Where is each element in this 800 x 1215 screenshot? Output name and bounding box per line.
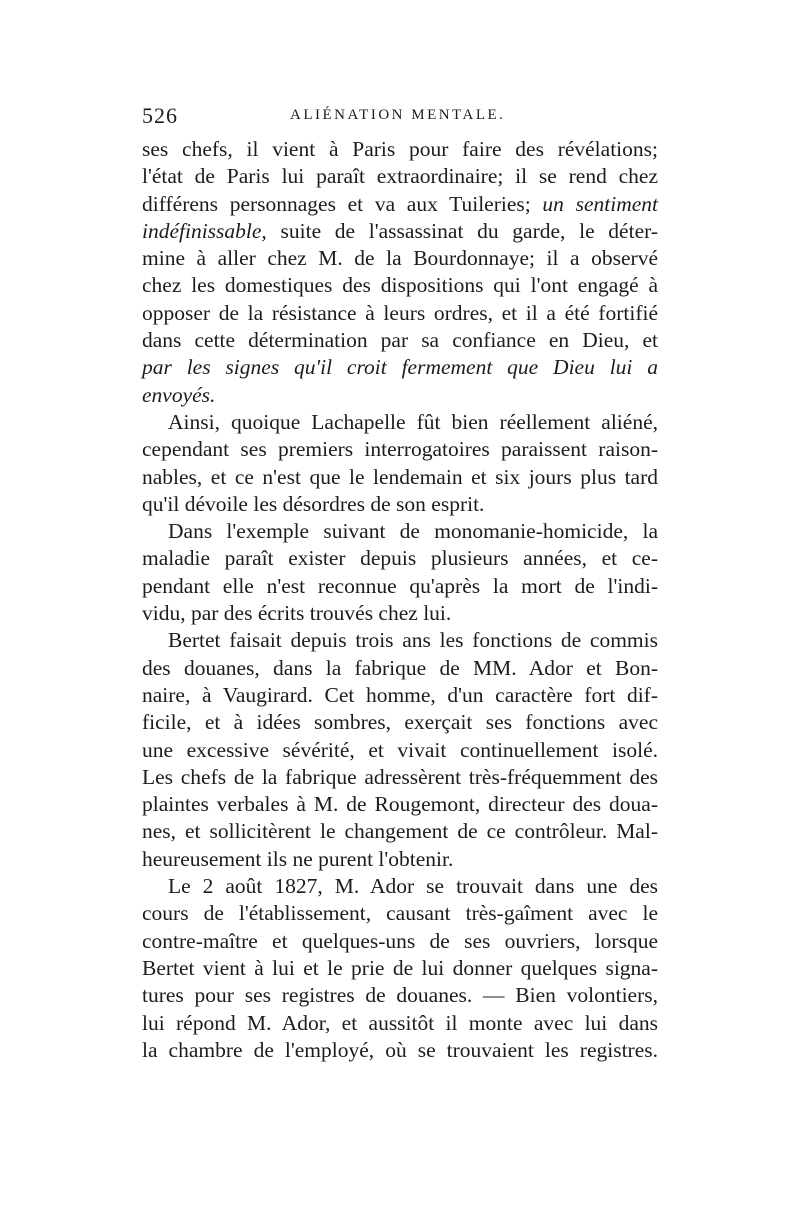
text-line: une excessive sévérité, et vivait continuellement isolé.: [142, 737, 658, 762]
text-line: ses chefs, il vient à Paris pour faire des révélations;: [142, 137, 658, 161]
text-line: qu'il dévoile les désordres de son esprit.: [142, 491, 485, 516]
running-title: ALIÉNATION MENTALE.: [290, 107, 506, 123]
text-line: naire, à Vaugirard. Cet homme, d'un caractère fort dif-: [142, 682, 658, 707]
text-line: [142, 218, 658, 245]
text-line: lui répond M. Ador, et aussitôt il monte avec lui dans: [142, 1010, 658, 1035]
text-line: Bertet faisait depuis trois ans les fonctions de commis: [168, 628, 658, 653]
body-text: [142, 136, 658, 1064]
text-line: Le 2 août 1827, M. Ador se trouvait dans une des: [168, 874, 658, 899]
text-segment: suite de l'assassinat du garde, le déter-: [266, 218, 658, 243]
paragraph-4: [142, 627, 658, 873]
text-line: opposer de la résistance à leurs ordres, et il a été fortifié: [142, 300, 658, 325]
text-line: cependant ses premiers interrogatoires paraissent raison-: [142, 437, 658, 462]
text-line: vidu, par des écrits trouvés chez lui.: [142, 601, 452, 626]
paragraph-2: [142, 409, 658, 518]
italic-text: par les signes qu'il croit fermement que Dieu lui a: [142, 355, 658, 380]
text-line: Ainsi, quoique Lachapelle fût bien réellement aliéné,: [168, 409, 658, 434]
text-line: cours de l'établissement, causant très-gaîment avec le: [142, 901, 658, 926]
paragraph-5: [142, 873, 658, 1064]
italic-text: un sentiment: [542, 191, 658, 216]
text-line: ficile, et à idées sombres, exerçait ses fonctions avec: [142, 710, 658, 735]
text-line: tures pour ses registres de douanes. — Bien volontiers,: [142, 983, 658, 1008]
text-line: l'état de Paris lui paraît extraordinaire; il se rend chez: [142, 164, 658, 189]
italic-text: indéfinissable,: [142, 218, 267, 243]
text-line: Les chefs de la fabrique adressèrent très-fréquemment des: [142, 764, 658, 789]
text-line: nables, et ce n'est que le lendemain et six jours plus tard: [142, 464, 658, 489]
page-number: 526: [142, 103, 178, 128]
text-line: Bertet vient à lui et le prie de lui donner quelques signa-: [142, 955, 658, 980]
text-line: la chambre de l'employé, où se trouvaient les registres.: [142, 1037, 658, 1062]
text-line: plaintes verbales à M. de Rougemont, directeur des doua-: [142, 792, 658, 817]
text-line: chez les domestiques des dispositions qui l'ont engagé à: [142, 273, 658, 298]
text-line: dans cette détermination par sa confiance en Dieu, et: [142, 328, 658, 353]
text-line: nes, et sollicitèrent le changement de ce contrôleur. Mal-: [142, 819, 658, 844]
text-line: heureusement ils ne purent l'obtenir.: [142, 846, 454, 871]
text-segment: différens personnages et va aux Tuileries;: [142, 191, 531, 216]
text-line: pendant elle n'est reconnue qu'après la mort de l'indi-: [142, 573, 658, 598]
text-line: [142, 354, 658, 381]
text-line: contre-maître et quelques-uns de ses ouvriers, lorsque: [142, 928, 658, 953]
text-line: [142, 191, 658, 218]
text-line: des douanes, dans la fabrique de MM. Ador et Bon-: [142, 655, 658, 680]
italic-text: envoyés.: [142, 382, 216, 407]
paragraph-1: [142, 136, 658, 409]
text-line: mine à aller chez M. de la Bourdonnaye; il a observé: [142, 246, 658, 271]
page-header: [142, 103, 658, 133]
text-line: [142, 382, 658, 409]
text-line: maladie paraît exister depuis plusieurs années, et ce-: [142, 546, 658, 571]
text-line: Dans l'exemple suivant de monomanie-homicide, la: [168, 519, 658, 544]
paragraph-3: [142, 518, 658, 627]
